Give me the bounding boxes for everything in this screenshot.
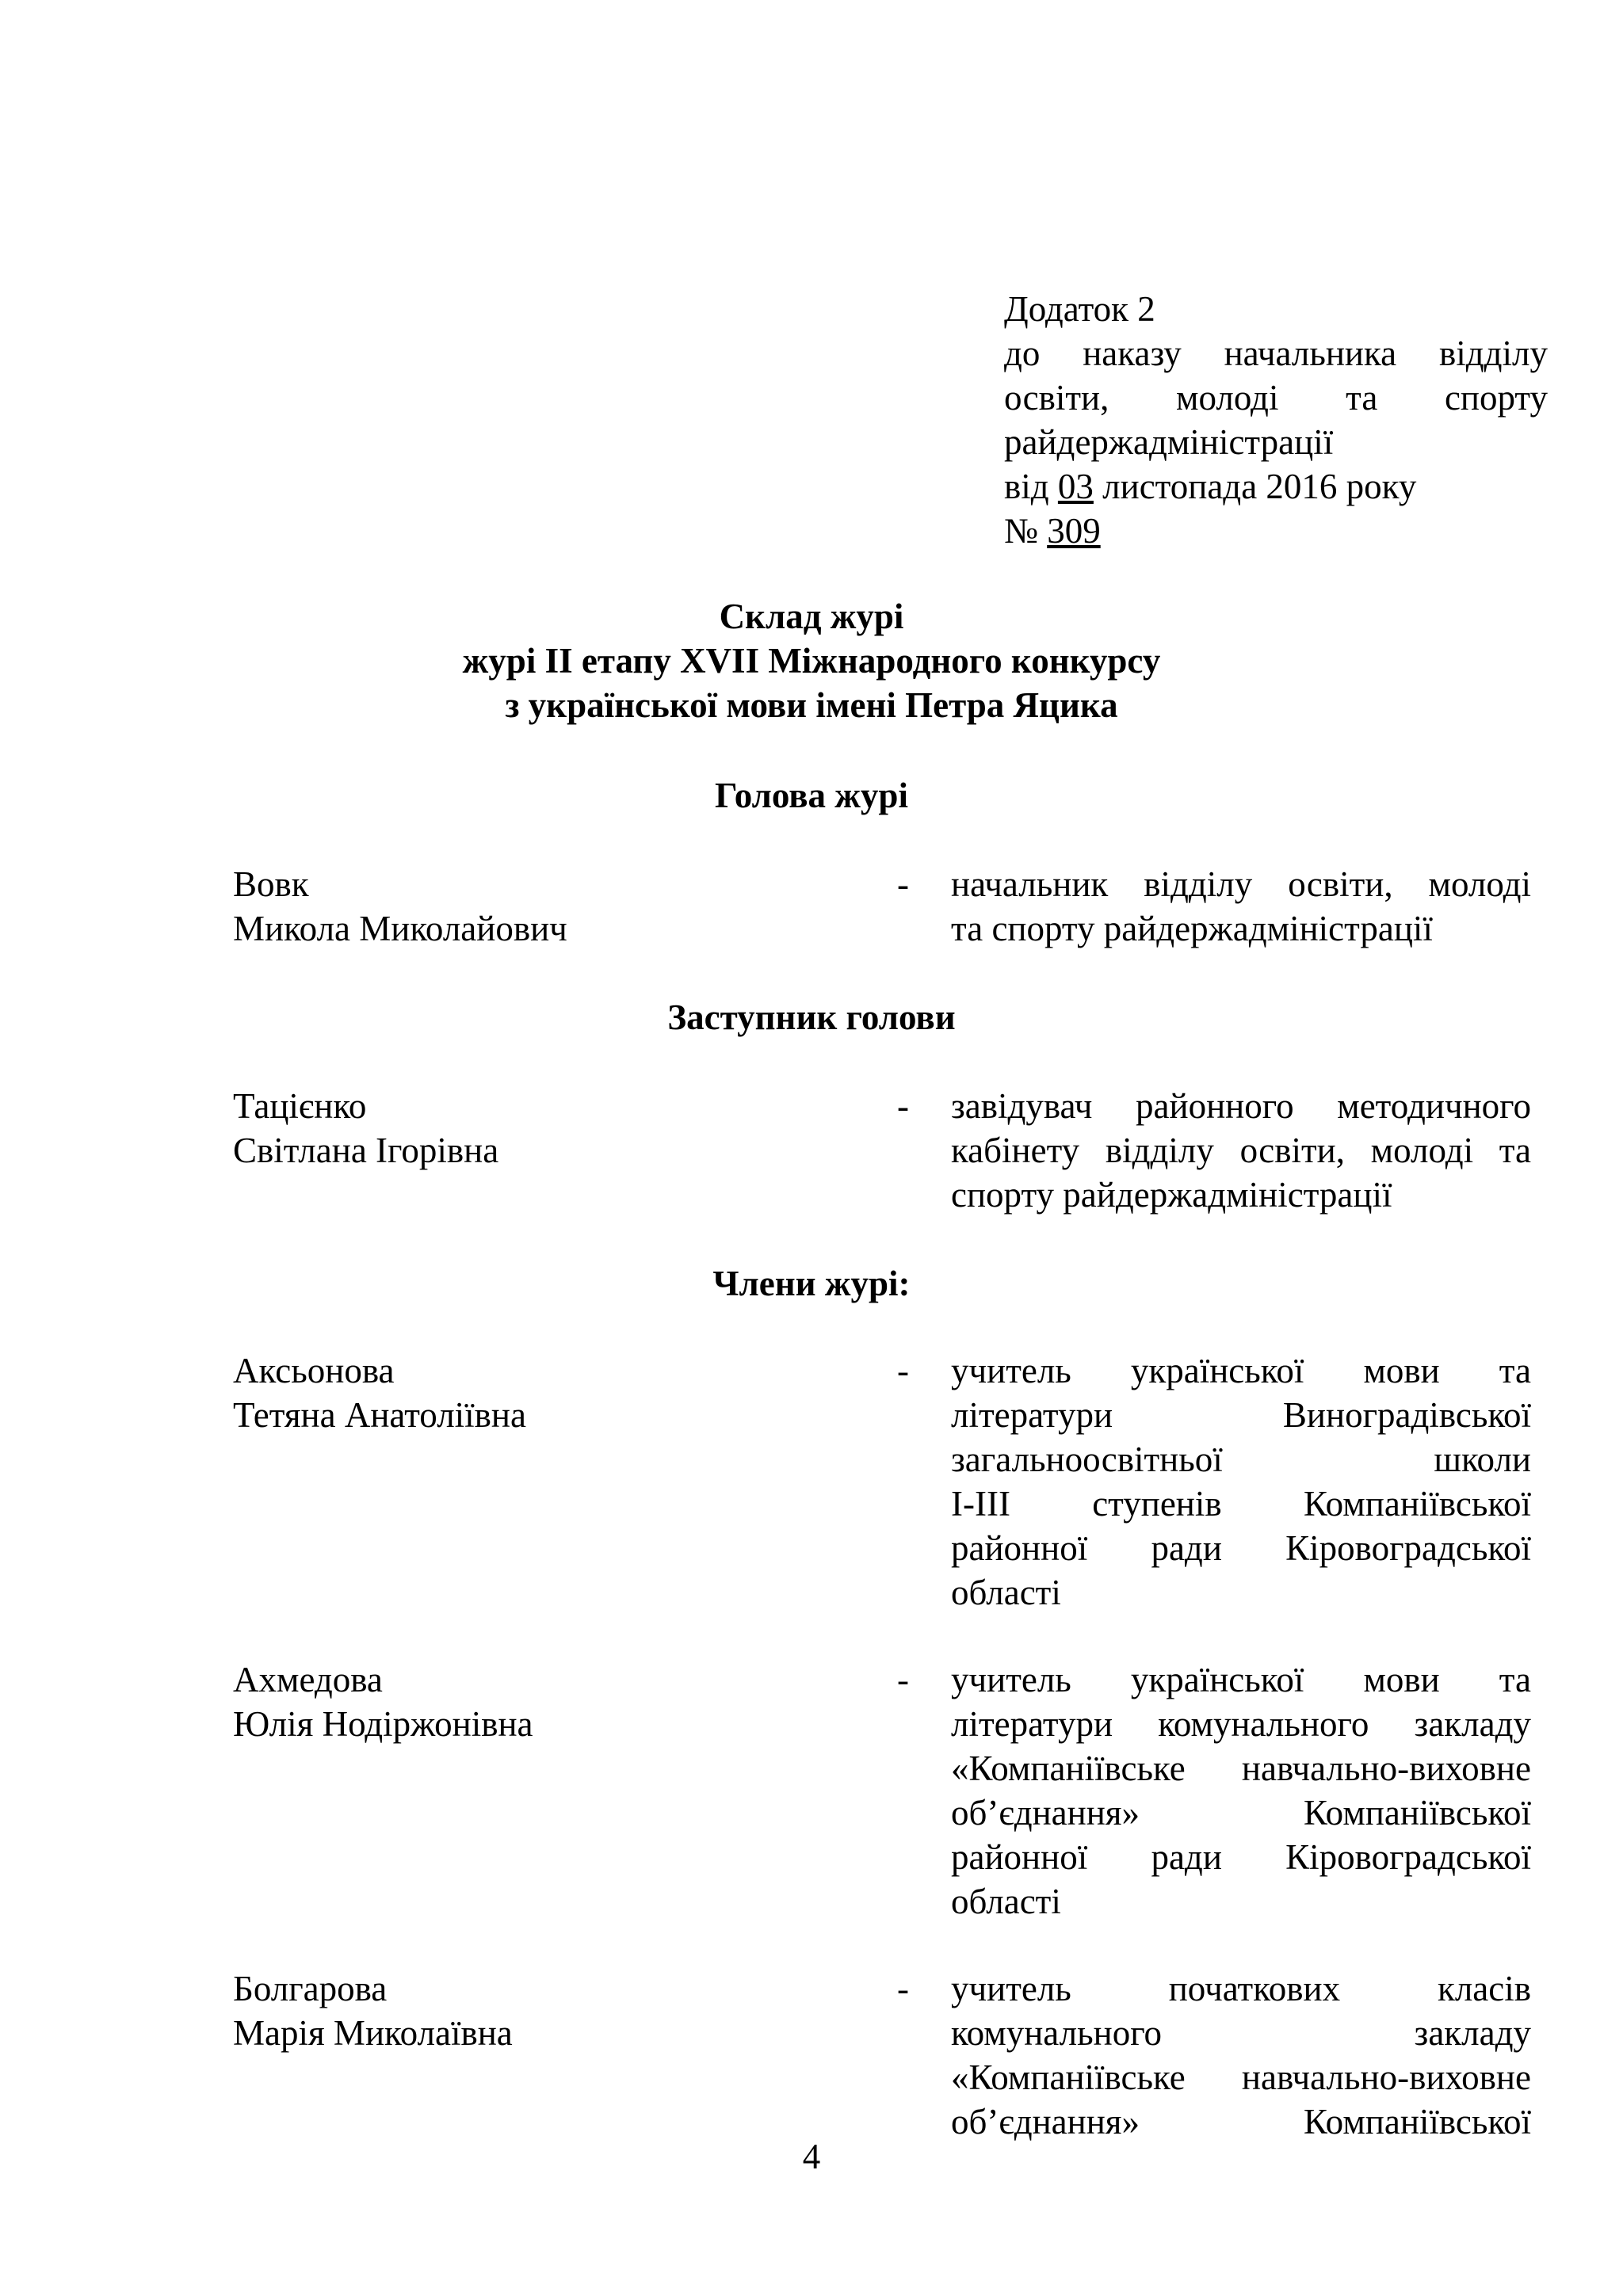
annex-number-line [1004,509,1548,553]
heading-deputy: Заступник голови [667,997,956,1037]
role-line: об’єднання» Компаніївської [951,2102,1531,2142]
role-line: області [951,1882,1061,1921]
role-line: кабінету відділу освіти, молоді та [951,1131,1531,1170]
member-role [951,1084,1531,1217]
title-line-2: журі ІІ етапу XVІІ Міжнародного конкурсу [462,641,1161,681]
role-line: спорту райдержадміністрації [951,1175,1392,1215]
heading-jury-head: Голова журі [715,776,908,815]
member-dash: - [897,1351,909,1390]
annex-date-day: 03 [1057,467,1094,506]
annex-block [1004,287,1548,553]
role-line: районної ради Кіровоградської [951,1837,1531,1877]
role-line: області [951,1573,1061,1612]
member-role [951,1657,1531,1924]
role-line: літератури Виноградівської [951,1395,1531,1435]
member-dash: - [897,864,909,904]
member-role [951,1348,1531,1615]
member-dash: - [897,1969,909,2008]
member-given-names: Марія Миколаївна [233,2013,513,2053]
role-line: загальноосвітньої школи [951,1440,1531,1479]
title-line-1: Склад журі [719,597,904,636]
member-surname: Тацієнко [233,1086,367,1126]
annex-department-line: освіти, молоді та спорту [1004,378,1548,418]
member-name [233,1657,788,1746]
member-role [951,1966,1531,2144]
member-dash: - [897,1086,909,1126]
member-surname: Болгарова [233,1969,388,2008]
role-line: «Компаніївське навчально-виховне [951,2058,1531,2097]
member-name [233,1084,788,1173]
role-line: літератури комунального закладу [951,1704,1531,1744]
role-line: та спорту райдержадміністрації [951,909,1433,948]
role-line: «Компаніївське навчально-виховне [951,1749,1531,1788]
annex-date-prefix: від [1004,467,1058,506]
role-line: комунального закладу [951,2013,1531,2053]
member-dash: - [897,1660,909,1699]
member-given-names: Микола Миколайович [233,909,567,948]
role-line: учитель української мови та [951,1351,1531,1390]
document-title [0,594,1623,727]
member-surname: Вовк [233,864,309,904]
member-given-names: Юлія Нодіржонівна [233,1704,533,1744]
annex-date-suffix: листопада 2016 року [1093,467,1417,506]
role-line: завідувач районного методичного [951,1086,1531,1126]
member-surname: Ахмедова [233,1660,383,1699]
member-name [233,862,788,951]
annex-number: 309 [1047,511,1101,551]
role-line: об’єднання» Компаніївської [951,1793,1531,1833]
role-line: начальник відділу освіти, молоді [951,864,1531,904]
annex-order-line: до наказу начальника відділу [1004,334,1548,373]
member-given-names: Світлана Ігорівна [233,1131,499,1170]
member-name [233,1348,788,1437]
heading-jury-members: Члени журі: [712,1264,911,1303]
member-role [951,862,1531,951]
role-line: учитель початкових класів [951,1969,1531,2008]
page-number: 4 [802,2137,821,2176]
annex-administration-line: райдержадміністрації [1004,422,1334,462]
annex-title: Додаток 2 [1004,289,1155,329]
title-line-3: з української мови імені Петра Яцика [505,685,1118,725]
member-name [233,1966,788,2055]
annex-number-prefix: № [1004,511,1048,551]
role-line: І-ІІІ ступенів Компаніївської [951,1484,1531,1524]
role-line: учитель української мови та [951,1660,1531,1699]
annex-date-line [1004,464,1548,509]
role-line: районної ради Кіровоградської [951,1528,1531,1568]
member-surname: Аксьонова [233,1351,395,1390]
member-given-names: Тетяна Анатоліївна [233,1395,526,1435]
